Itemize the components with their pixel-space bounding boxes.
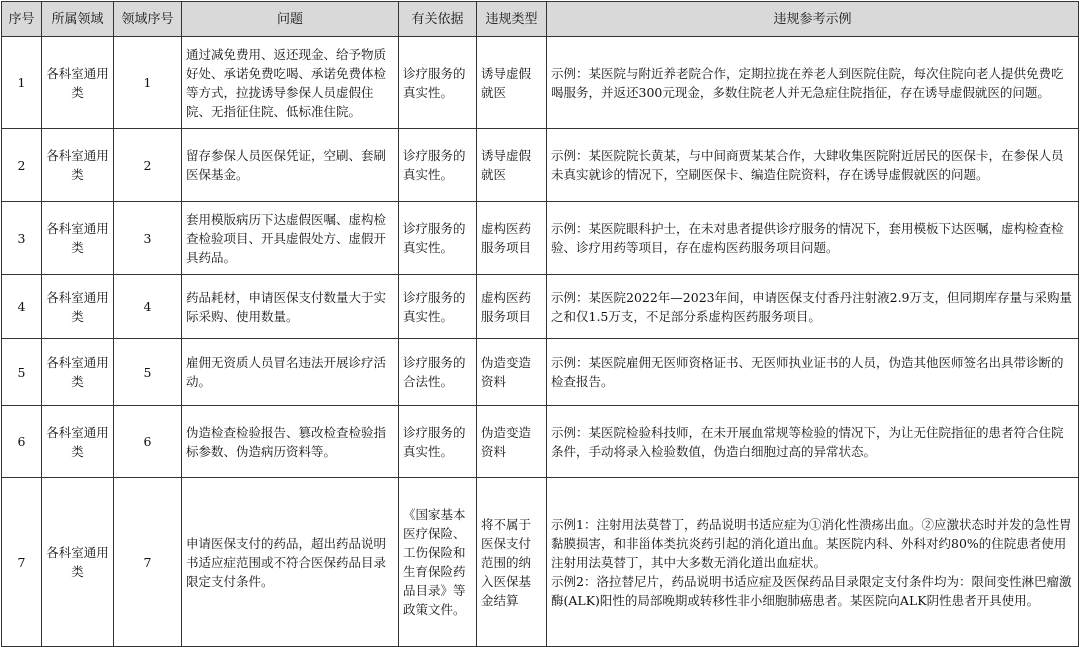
cell-basis: 诊疗服务的真实性。 (399, 37, 477, 129)
table-row (2, 202, 1079, 275)
cell-type: 伪造变造资料 (477, 406, 547, 478)
header-row (2, 2, 1079, 37)
cell-domain-no: 6 (114, 406, 182, 478)
violation-table (1, 1, 1079, 647)
cell-basis: 诊疗服务的真实性。 (399, 406, 477, 478)
cell-no: 2 (2, 129, 42, 202)
cell-issue: 套用模版病历下达虚假医嘱、虚构检查检验项目、开具虚假处方、虚假开具药品。 (182, 202, 399, 275)
table-row (2, 129, 1079, 202)
cell-domain-no: 2 (114, 129, 182, 202)
cell-domain: 各科室通用类 (42, 202, 114, 275)
cell-no: 6 (2, 406, 42, 478)
cell-type: 将不属于医保支付范围的纳入医保基金结算 (477, 478, 547, 647)
cell-domain: 各科室通用类 (42, 37, 114, 129)
cell-example: 示例：某医院2022年—2023年间，申请医保支付香丹注射液2.9万支，但同期库存量与采购量之和仅1.5万支，不足部分系虚构医药服务项目。 (547, 275, 1079, 339)
cell-domain: 各科室通用类 (42, 406, 114, 478)
cell-example (547, 478, 1079, 647)
header-example: 违规参考示例 (547, 2, 1079, 37)
cell-issue: 药品耗材，申请医保支付数量大于实际采购、使用数量。 (182, 275, 399, 339)
cell-type: 诱导虚假就医 (477, 37, 547, 129)
cell-domain: 各科室通用类 (42, 339, 114, 406)
cell-basis: 诊疗服务的合法性。 (399, 339, 477, 406)
cell-example: 示例：某医院与附近养老院合作，定期拉拢在养老人到医院住院，每次住院向老人提供免费吃喝服务，并返还300元现金，多数住院老人并无急症住院指征，存在诱导虚假就医的问题。 (547, 37, 1079, 129)
cell-no: 4 (2, 275, 42, 339)
cell-basis: 诊疗服务的真实性。 (399, 202, 477, 275)
cell-domain-no: 5 (114, 339, 182, 406)
cell-domain-no: 1 (114, 37, 182, 129)
cell-example: 示例：某医院眼科护士，在未对患者提供诊疗服务的情况下，套用模板下达医嘱，虚构检查检验、诊疗用药等项目，存在虚构医药服务项目问题。 (547, 202, 1079, 275)
cell-issue: 留存参保人员医保凭证，空刷、套刷医保基金。 (182, 129, 399, 202)
cell-example: 示例：某医院院长黄某，与中间商贾某某合作，大肆收集医院附近居民的医保卡，在参保人员未真实就诊的情况下，空刷医保卡、编造住院资料，存在诱导虚假就医的问题。 (547, 129, 1079, 202)
cell-domain: 各科室通用类 (42, 478, 114, 647)
cell-type: 诱导虚假就医 (477, 129, 547, 202)
cell-type: 虚构医药服务项目 (477, 275, 547, 339)
header-basis: 有关依据 (399, 2, 477, 37)
example-paragraph-1: 示例1：注射用法莫替丁，药品说明书适应症为①消化性溃疡出血。②应激状态时并发的急性胃黏膜损害，和非甾体类抗炎药引起的消化道出血。某医院内科、外科对约80%的住院患者使用注射用法莫替丁，其中大多数无消化道出血症状。 (551, 516, 1072, 570)
table-row (2, 339, 1079, 406)
cell-example: 示例：某医院检验科技师，在未开展血常规等检验的情况下，为让无住院指征的患者符合住院条件，手动将录入检验数值，伪造白细胞过高的异常状态。 (547, 406, 1079, 478)
cell-issue: 伪造检查检验报告、篡改检查检验指标参数、伪造病历资料等。 (182, 406, 399, 478)
cell-basis: 《国家基本医疗保险、工伤保险和生育保险药品目录》等政策文件。 (399, 478, 477, 647)
header-domain: 所属领域 (42, 2, 114, 37)
cell-no: 5 (2, 339, 42, 406)
cell-issue: 通过减免费用、返还现金、给予物质好处、承诺免费吃喝、承诺免费体检等方式，拉拢诱导参保人员虚假住院、无指征住院、低标准住院。 (182, 37, 399, 129)
table-row (2, 275, 1079, 339)
header-no: 序号 (2, 2, 42, 37)
cell-domain-no: 3 (114, 202, 182, 275)
cell-no: 3 (2, 202, 42, 275)
header-type: 违规类型 (477, 2, 547, 37)
cell-no: 7 (2, 478, 42, 647)
table-row (2, 478, 1079, 647)
cell-issue: 申请医保支付的药品，超出药品说明书适应症范围或不符合医保药品目录限定支付条件。 (182, 478, 399, 647)
example-paragraph-2: 示例2：洛拉替尼片，药品说明书适应症及医保药品目录限定支付条件均为：限间变性淋巴瘤激酶(ALK)阳性的局部晚期或转移性非小细胞肺癌患者。某医院向ALK阴性患者开具使用。 (551, 573, 1072, 608)
header-domain-no: 领域序号 (114, 2, 182, 37)
cell-basis: 诊疗服务的真实性。 (399, 275, 477, 339)
cell-domain: 各科室通用类 (42, 129, 114, 202)
cell-no: 1 (2, 37, 42, 129)
cell-type: 虚构医药服务项目 (477, 202, 547, 275)
cell-domain: 各科室通用类 (42, 275, 114, 339)
cell-example: 示例：某医院雇佣无医师资格证书、无医师执业证书的人员，伪造其他医师签名出具带诊断的检查报告。 (547, 339, 1079, 406)
header-issue: 问题 (182, 2, 399, 37)
cell-domain-no: 4 (114, 275, 182, 339)
cell-issue: 雇佣无资质人员冒名违法开展诊疗活动。 (182, 339, 399, 406)
cell-type: 伪造变造资料 (477, 339, 547, 406)
cell-basis: 诊疗服务的真实性。 (399, 129, 477, 202)
table-row (2, 37, 1079, 129)
cell-domain-no: 7 (114, 478, 182, 647)
table-row (2, 406, 1079, 478)
